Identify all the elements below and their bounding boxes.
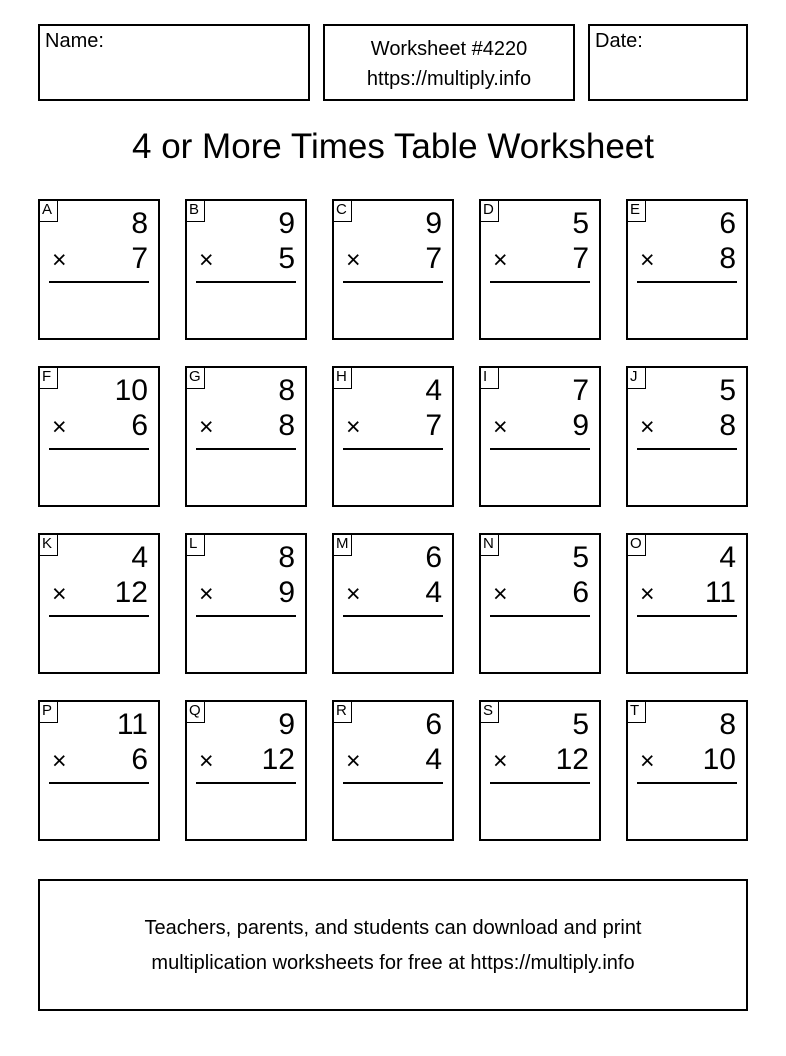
bottom-number: 10 (702, 743, 736, 776)
bottom-number: 6 (572, 576, 589, 609)
problem-card[interactable] (38, 533, 160, 674)
problem-card[interactable] (332, 199, 454, 340)
problem-letter: K (38, 533, 58, 556)
top-number: 8 (278, 541, 295, 574)
problem-letter: F (38, 366, 58, 389)
bottom-number: 12 (261, 743, 295, 776)
problem-letter: O (626, 533, 646, 556)
answer-line (637, 281, 737, 283)
bottom-number: 8 (719, 409, 736, 442)
problem-letter: D (479, 199, 499, 222)
problem-card[interactable] (626, 533, 748, 674)
bottom-number: 7 (425, 242, 442, 275)
times-sign: × (493, 413, 508, 441)
footer-box (38, 879, 748, 1011)
top-number: 9 (425, 207, 442, 240)
bottom-number: 9 (572, 409, 589, 442)
footer-line-2: multiplication worksheets for free at https://multiply.info (151, 952, 635, 974)
problem-card[interactable] (185, 533, 307, 674)
problem-letter: G (185, 366, 205, 389)
bottom-number: 12 (555, 743, 589, 776)
times-sign: × (346, 413, 361, 441)
top-number: 5 (572, 207, 589, 240)
times-sign: × (199, 747, 214, 775)
answer-line (637, 782, 737, 784)
top-number: 7 (572, 374, 589, 407)
problem-letter: E (626, 199, 646, 222)
worksheet-number: Worksheet #4220 (370, 38, 528, 60)
answer-line (343, 615, 443, 617)
date-field[interactable] (588, 24, 748, 101)
top-number: 4 (719, 541, 736, 574)
problem-card[interactable] (626, 700, 748, 841)
top-number: 9 (278, 207, 295, 240)
bottom-number: 6 (131, 743, 148, 776)
top-number: 8 (131, 207, 148, 240)
top-number: 8 (278, 374, 295, 407)
answer-line (49, 281, 149, 283)
bottom-number: 4 (425, 576, 442, 609)
times-sign: × (346, 747, 361, 775)
date-label: Date: (595, 30, 643, 52)
top-number: 6 (425, 708, 442, 741)
answer-line (490, 448, 590, 450)
answer-line (490, 281, 590, 283)
times-sign: × (640, 246, 655, 274)
times-sign: × (346, 246, 361, 274)
bottom-number: 4 (425, 743, 442, 776)
bottom-number: 8 (278, 409, 295, 442)
problem-card[interactable] (332, 700, 454, 841)
problem-letter: H (332, 366, 352, 389)
answer-line (343, 782, 443, 784)
times-sign: × (199, 580, 214, 608)
bottom-number: 11 (704, 576, 736, 609)
answer-line (49, 782, 149, 784)
times-sign: × (199, 246, 214, 274)
problem-letter: I (479, 366, 499, 389)
problem-letter: J (626, 366, 646, 389)
problem-letter: R (332, 700, 352, 723)
problem-card[interactable] (626, 199, 748, 340)
times-sign: × (52, 413, 67, 441)
answer-line (196, 615, 296, 617)
worksheet-url: https://multiply.info (366, 68, 532, 90)
problem-letter: Q (185, 700, 205, 723)
times-sign: × (640, 580, 655, 608)
problem-card[interactable] (38, 199, 160, 340)
bottom-number: 7 (425, 409, 442, 442)
problem-letter: L (185, 533, 205, 556)
bottom-number: 7 (131, 242, 148, 275)
top-number: 6 (425, 541, 442, 574)
bottom-number: 6 (131, 409, 148, 442)
bottom-number: 7 (572, 242, 589, 275)
times-sign: × (640, 747, 655, 775)
top-number: 4 (425, 374, 442, 407)
problem-letter: N (479, 533, 499, 556)
problem-card[interactable] (479, 533, 601, 674)
name-label: Name: (45, 30, 104, 52)
answer-line (490, 615, 590, 617)
answer-line (637, 448, 737, 450)
answer-line (490, 782, 590, 784)
bottom-number: 5 (278, 242, 295, 275)
top-number: 5 (572, 541, 589, 574)
problem-card[interactable] (38, 366, 160, 507)
top-number: 11 (116, 708, 148, 741)
problem-card[interactable] (332, 366, 454, 507)
top-number: 5 (572, 708, 589, 741)
bottom-number: 12 (114, 576, 148, 609)
problem-letter: A (38, 199, 58, 222)
top-number: 4 (131, 541, 148, 574)
problem-letter: B (185, 199, 205, 222)
top-number: 9 (278, 708, 295, 741)
problem-card[interactable] (38, 700, 160, 841)
answer-line (196, 448, 296, 450)
answer-line (196, 782, 296, 784)
answer-line (49, 448, 149, 450)
problem-letter: M (332, 533, 352, 556)
problem-letter: T (626, 700, 646, 723)
bottom-number: 8 (719, 242, 736, 275)
problem-card[interactable] (626, 366, 748, 507)
answer-line (637, 615, 737, 617)
top-number: 6 (719, 207, 736, 240)
problem-letter: S (479, 700, 499, 723)
problem-card[interactable] (479, 199, 601, 340)
times-sign: × (493, 246, 508, 274)
problem-letter: P (38, 700, 58, 723)
top-number: 5 (719, 374, 736, 407)
page-title: 4 or More Times Table Worksheet (132, 127, 654, 166)
problem-card[interactable] (479, 366, 601, 507)
problem-card[interactable] (332, 533, 454, 674)
answer-line (343, 281, 443, 283)
answer-line (196, 281, 296, 283)
problem-card[interactable] (185, 700, 307, 841)
top-number: 8 (719, 708, 736, 741)
times-sign: × (52, 747, 67, 775)
times-sign: × (52, 246, 67, 274)
times-sign: × (493, 747, 508, 775)
name-field[interactable] (38, 24, 310, 101)
problem-card[interactable] (185, 199, 307, 340)
times-sign: × (640, 413, 655, 441)
problem-card[interactable] (479, 700, 601, 841)
top-number: 10 (114, 374, 148, 407)
worksheet-info-box (323, 24, 575, 101)
answer-line (49, 615, 149, 617)
footer-line-1: Teachers, parents, and students can download and print (144, 917, 642, 939)
times-sign: × (199, 413, 214, 441)
times-sign: × (493, 580, 508, 608)
bottom-number: 9 (278, 576, 295, 609)
times-sign: × (52, 580, 67, 608)
times-sign: × (346, 580, 361, 608)
problem-card[interactable] (185, 366, 307, 507)
problem-letter: C (332, 199, 352, 222)
answer-line (343, 448, 443, 450)
